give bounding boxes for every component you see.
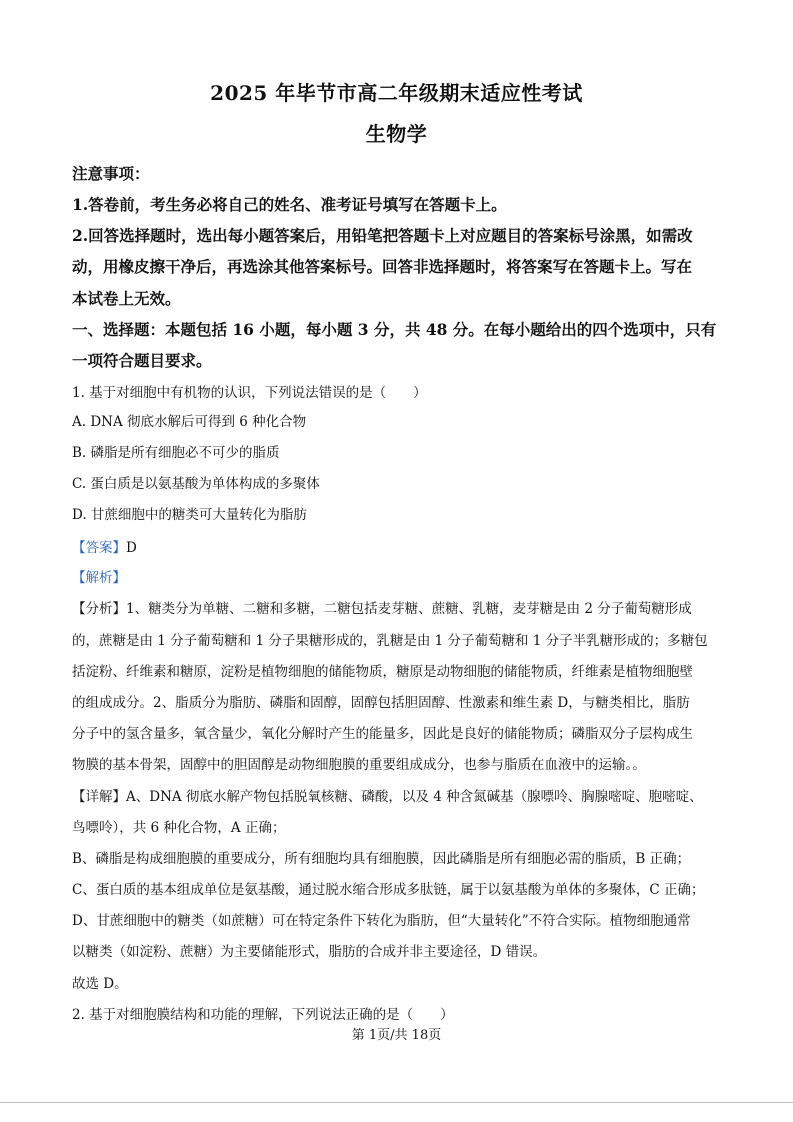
answer-tag: 【答案】 <box>72 540 126 556</box>
answer-value: D <box>126 540 137 556</box>
exam-title: 2025 年毕节市高二年级期末适应性考试 <box>210 81 583 105</box>
subject-title: 生物学 <box>365 122 428 146</box>
question-1-option-c: C. 蛋白质是以氨基酸为单体构成的多聚体 <box>72 476 320 492</box>
notice-item-2-line-2: 动，用橡皮擦干净后，再选涂其他答案标号。回答非选择题时，将答案写在答题卡上。写在 <box>72 257 693 276</box>
detail-line: C、蛋白质的基本组成单位是氨基酸，通过脱水缩合形成多肽链，属于以氨基酸为单体的多聚体，C 正确； <box>72 882 705 898</box>
detail-line: B、磷脂是构成细胞膜的重要成分，所有细胞均具有细胞膜，因此磷脂是所有细胞必需的脂质，B 正确； <box>72 851 691 867</box>
detail-line: D、甘蔗细胞中的糖类（如蔗糖）可在特定条件下转化为脂肪，但“大量转化”不符合实际。植物细胞通常 <box>72 913 691 929</box>
notice-item-1: 1.答卷前，考生务必将自己的姓名、准考证号填写在答题卡上。 <box>72 195 507 214</box>
analysis-line: 的，蔗糖是由 1 分子葡萄糖和 1 分子果糖形成的，乳糖是由 1 分子葡萄糖和 1 分子半乳糖形成的；多糖包 <box>72 633 708 649</box>
analysis-tag: 【解析】 <box>72 570 126 586</box>
analysis-line: 【分析】1、糖类分为单糖、二糖和多糖，二糖包括麦芽糖、蔗糖、乳糖，麦芽糖是由 2 分子葡萄糖形成 <box>72 601 692 617</box>
answer-line <box>72 536 137 556</box>
question-1-stem: 1. 基于对细胞中有机物的认识，下列说法错误的是（ ） <box>72 385 427 401</box>
analysis-line: 括淀粉、纤维素和糖原，淀粉是植物细胞的储能物质，糖原是动物细胞的储能物质，纤维素是植物细胞壁 <box>72 664 693 680</box>
detail-line: 以糖类（如淀粉、蔗糖）为主要储能形式，脂肪的合成并非主要途径，D 错误。 <box>72 944 547 960</box>
notice-heading: 注意事项： <box>72 164 150 183</box>
question-2-stem: 2. 基于对细胞膜结构和功能的理解，下列说法正确的是（ ） <box>72 1007 454 1023</box>
page-number: 第 1页/共 18页 <box>351 1028 442 1043</box>
analysis-line: 物膜的基本骨架，固醇中的胆固醇是动物细胞膜的重要组成成分，也参与脂质在血液中的运输。。 <box>72 757 646 773</box>
detail-line: 鸟嘌呤），共 6 种化合物，A 正确； <box>72 820 286 836</box>
section-heading-line-2: 一项符合题目要求。 <box>72 351 212 370</box>
notice-item-2-line-3: 本试卷上无效。 <box>72 289 181 308</box>
analysis-line: 分子中的氢含量多，氧含量少，氧化分解时产生的能量多，因此是良好的储能物质；磷脂双分子层构成生 <box>72 726 693 742</box>
question-1-option-a: A. DNA 彻底水解后可得到 6 种化合物 <box>72 414 307 430</box>
section-heading-line-1: 一、选择题：本题包括 16 小题，每小题 3 分，共 48 分。在每小题给出的四个选项中，只有 <box>72 320 717 339</box>
notice-item-2-line-1: 2.回答选择题时，选出每小题答案后，用铅笔把答题卡上对应题目的答案标号涂黑，如需改 <box>72 226 693 245</box>
conclusion-line: 故选 D。 <box>72 976 128 992</box>
detail-line: 【详解】A、DNA 彻底水解产物包括脱氧核糖、磷酸，以及 4 种含氮碱基（腺嘌呤、胸腺嘧啶、胞嘧啶、 <box>72 789 703 805</box>
question-1-option-d: D. 甘蔗细胞中的糖类可大量转化为脂肪 <box>72 507 307 523</box>
bottom-divider <box>0 1102 793 1103</box>
analysis-line: 的组成成分。2、脂质分为脂肪、磷脂和固醇，固醇包括胆固醇、性激素和维生素 D，与糖类相比，脂肪 <box>72 695 690 711</box>
question-1-option-b: B. 磷脂是所有细胞必不可少的脂质 <box>72 445 280 461</box>
